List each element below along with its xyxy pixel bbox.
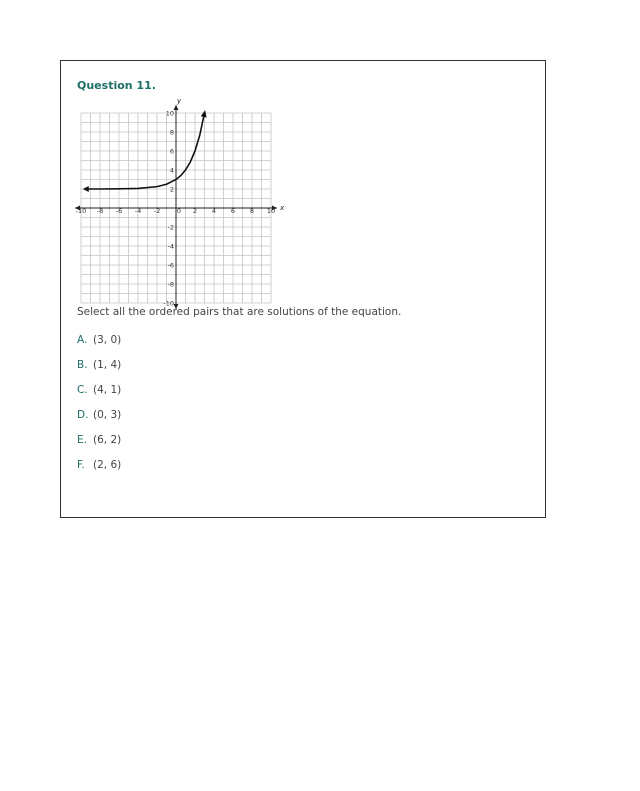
- choice-d[interactable]: [77, 409, 121, 434]
- choice-e[interactable]: [77, 434, 121, 459]
- x-tick-label: -4: [134, 207, 142, 215]
- x-tick-label: 0: [176, 207, 182, 215]
- choice-text: (6, 2): [93, 434, 122, 446]
- choice-text: (3, 0): [93, 334, 122, 346]
- choice-letter: C.: [77, 384, 88, 396]
- choice-text: (1, 4): [93, 359, 122, 371]
- x-tick-label: -8: [96, 207, 104, 215]
- choice-letter: E.: [77, 434, 87, 446]
- y-tick-label: 10: [165, 109, 174, 118]
- y-tick-label: 4: [169, 166, 174, 175]
- y-tick-label: -10: [163, 299, 174, 308]
- choice-letter: F.: [77, 459, 85, 471]
- question-title: Question 11.: [77, 79, 156, 92]
- choice-letter: B.: [77, 359, 88, 371]
- x-axis-label: x: [280, 204, 285, 212]
- coordinate-graph: [77, 95, 289, 307]
- curve-arrow-right: [201, 109, 208, 117]
- y-tick-label: -2: [167, 223, 174, 232]
- choice-text: (4, 1): [93, 384, 122, 396]
- x-tick-label: 8: [249, 207, 255, 215]
- choice-letter: D.: [77, 409, 89, 421]
- y-tick-label: -8: [167, 280, 174, 289]
- x-tick-label: 10: [266, 207, 276, 215]
- y-tick-label: 8: [169, 128, 174, 137]
- question-prompt: Select all the ordered pairs that are solutions of the equation.: [77, 306, 402, 318]
- choice-f[interactable]: [77, 459, 121, 484]
- question-card: [60, 60, 546, 518]
- y-tick-label: 2: [169, 185, 174, 194]
- y-axis-arrow-up: [174, 105, 179, 110]
- answer-choices: [77, 334, 121, 484]
- choice-c[interactable]: [77, 384, 121, 409]
- curve-arrow-left: [83, 186, 89, 192]
- choice-letter: A.: [77, 334, 88, 346]
- x-tick-label: -2: [153, 207, 161, 215]
- y-axis-label: y: [177, 97, 182, 105]
- tick-labels: [76, 97, 285, 308]
- choice-text: (0, 3): [93, 409, 122, 421]
- x-tick-label: 4: [211, 207, 217, 215]
- x-tick-label: 6: [230, 207, 236, 215]
- choice-b[interactable]: [77, 359, 121, 384]
- choice-a[interactable]: [77, 334, 121, 359]
- x-tick-label: -10: [75, 207, 87, 215]
- x-tick-label: 2: [192, 207, 198, 215]
- y-tick-label: 6: [169, 147, 174, 156]
- y-tick-label: -4: [167, 242, 174, 251]
- x-tick-label: -6: [115, 207, 123, 215]
- choice-text: (2, 6): [93, 459, 122, 471]
- y-tick-label: -6: [167, 261, 174, 270]
